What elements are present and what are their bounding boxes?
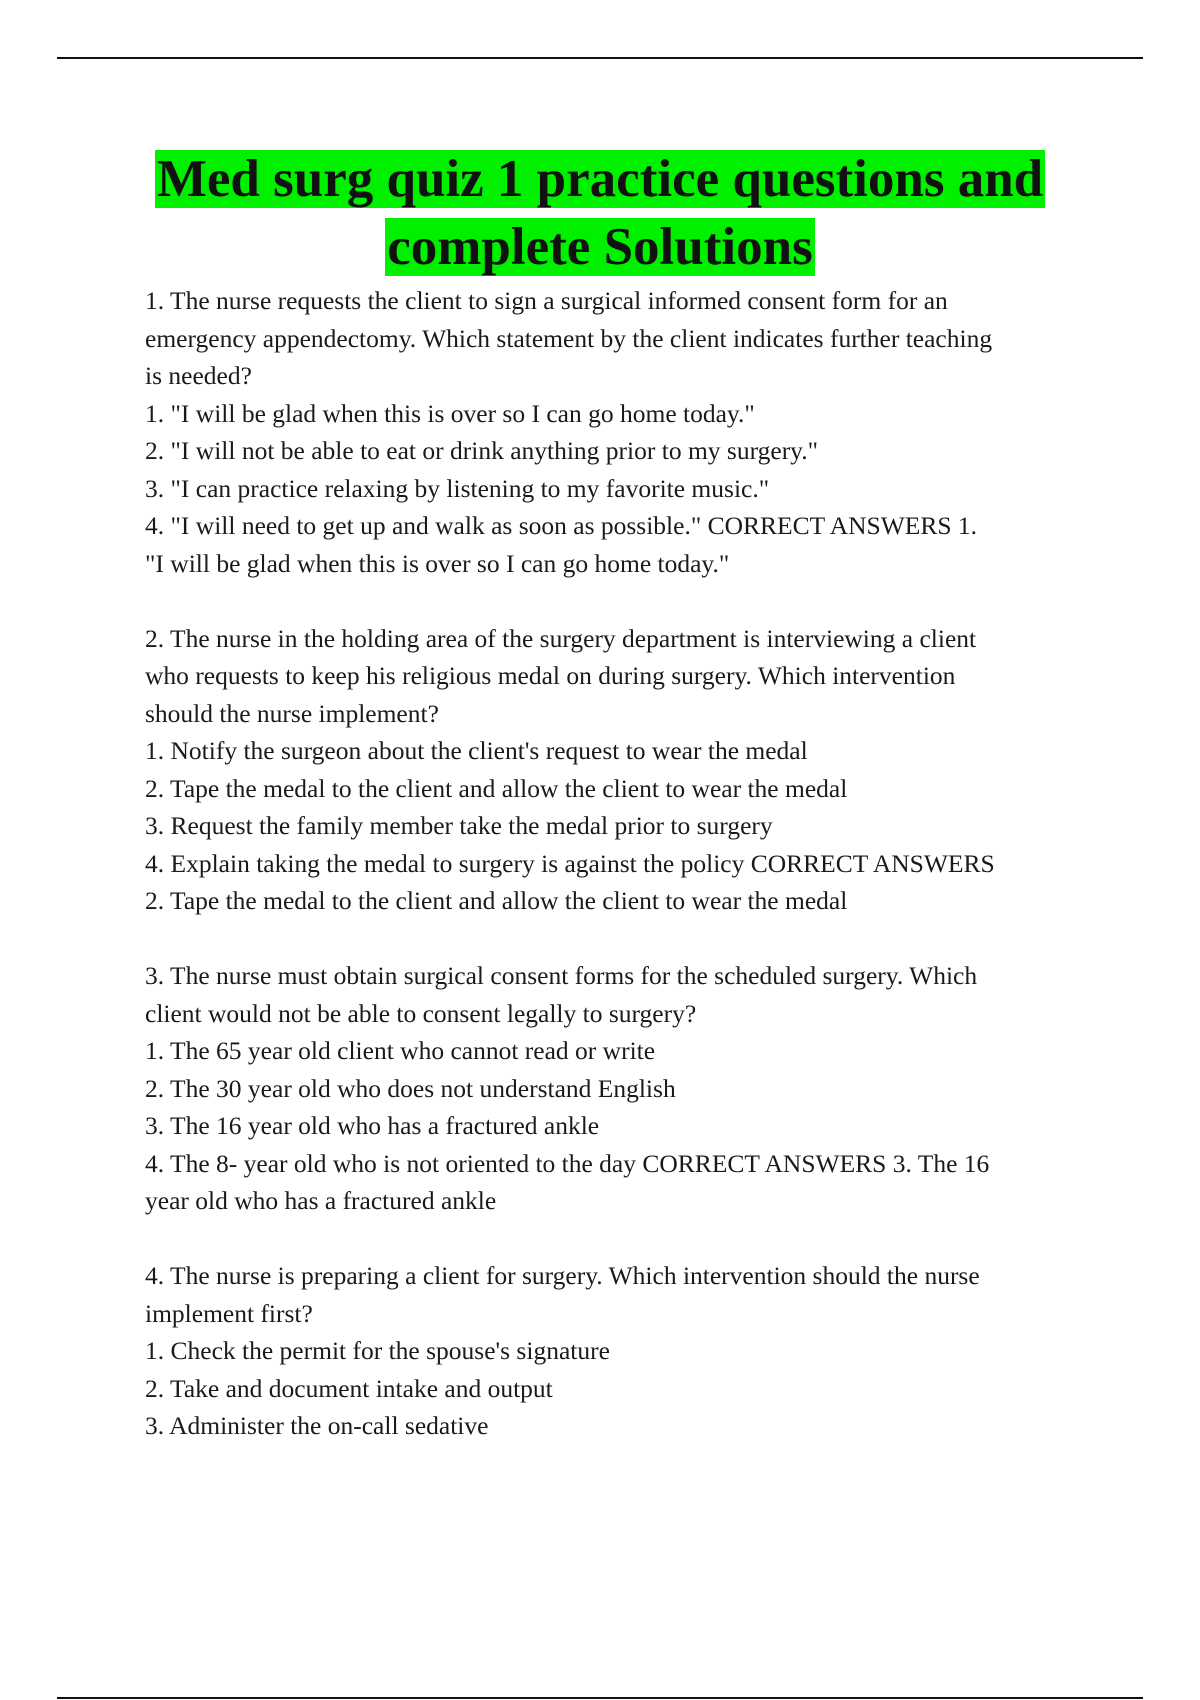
question-line: 4. Explain taking the medal to surgery is against the policy CORRECT ANSWERS (145, 848, 995, 878)
question-line: implement first? (145, 1298, 313, 1328)
question-block-2 (145, 620, 1095, 920)
question-line: 1. Notify the surgeon about the client's request to wear the medal (145, 736, 808, 765)
question-line: 2. "I will not be able to eat or drink anything prior to my surgery." (145, 436, 819, 465)
question-line: should the nurse implement? (145, 698, 439, 728)
question-line: emergency appendectomy. Which statement by the client indicates further teaching (145, 323, 993, 353)
question-block-3 (145, 957, 1095, 1220)
question-line: 1. "I will be glad when this is over so I can go home today." (145, 398, 755, 428)
question-line: "I will be glad when this is over so I can go home today." (145, 548, 730, 578)
question-line: 1. Check the permit for the spouse's signature (145, 1336, 610, 1365)
bottom-rule (57, 1697, 1143, 1699)
question-line: 3. The nurse must obtain surgical consent forms for the scheduled surgery. Which (145, 961, 978, 990)
question-block-1 (145, 282, 1095, 582)
title-line-1: Med surg quiz 1 practice questions and (156, 150, 1044, 208)
question-line: is needed? (145, 361, 252, 390)
question-line: 4. The 8- year old who is not oriented to the day CORRECT ANSWERS 3. The 16 (145, 1148, 990, 1178)
question-line: 3. The 16 year old who has a fractured ankle (145, 1111, 600, 1140)
top-rule (57, 57, 1143, 59)
question-line: who requests to keep his religious medal on during surgery. Which intervention (145, 661, 956, 690)
question-line: year old who has a fractured ankle (145, 1186, 497, 1215)
question-line: 4. "I will need to get up and walk as soon as possible." CORRECT ANSWERS 1. (145, 511, 978, 540)
question-line: 3. Administer the on-call sedative (145, 1411, 489, 1440)
question-line: 4. The nurse is preparing a client for surgery. Which intervention should the nurse (145, 1261, 980, 1290)
question-line: 1. The nurse requests the client to sign a surgical informed consent form for an (145, 286, 948, 315)
question-block-4 (145, 1257, 1095, 1445)
question-line: 2. The 30 year old who does not understand English (145, 1073, 676, 1103)
question-line: 1. The 65 year old client who cannot read or write (145, 1036, 656, 1065)
question-line: 3. "I can practice relaxing by listening to my favorite music." (145, 473, 770, 503)
question-line: client would not be able to consent legally to surgery? (145, 998, 697, 1028)
question-line: 2. Tape the medal to the client and allow the client to wear the medal (145, 773, 848, 803)
question-line: 2. Take and document intake and output (145, 1373, 553, 1403)
title-line-2: complete Solutions (387, 218, 813, 276)
document-title (0, 145, 1200, 281)
question-list (145, 282, 1095, 1482)
question-line: 2. The nurse in the holding area of the surgery department is interviewing a client (145, 623, 977, 653)
question-line: 3. Request the family member take the medal prior to surgery (145, 811, 773, 840)
question-line: 2. Tape the medal to the client and allow the client to wear the medal (145, 886, 848, 915)
